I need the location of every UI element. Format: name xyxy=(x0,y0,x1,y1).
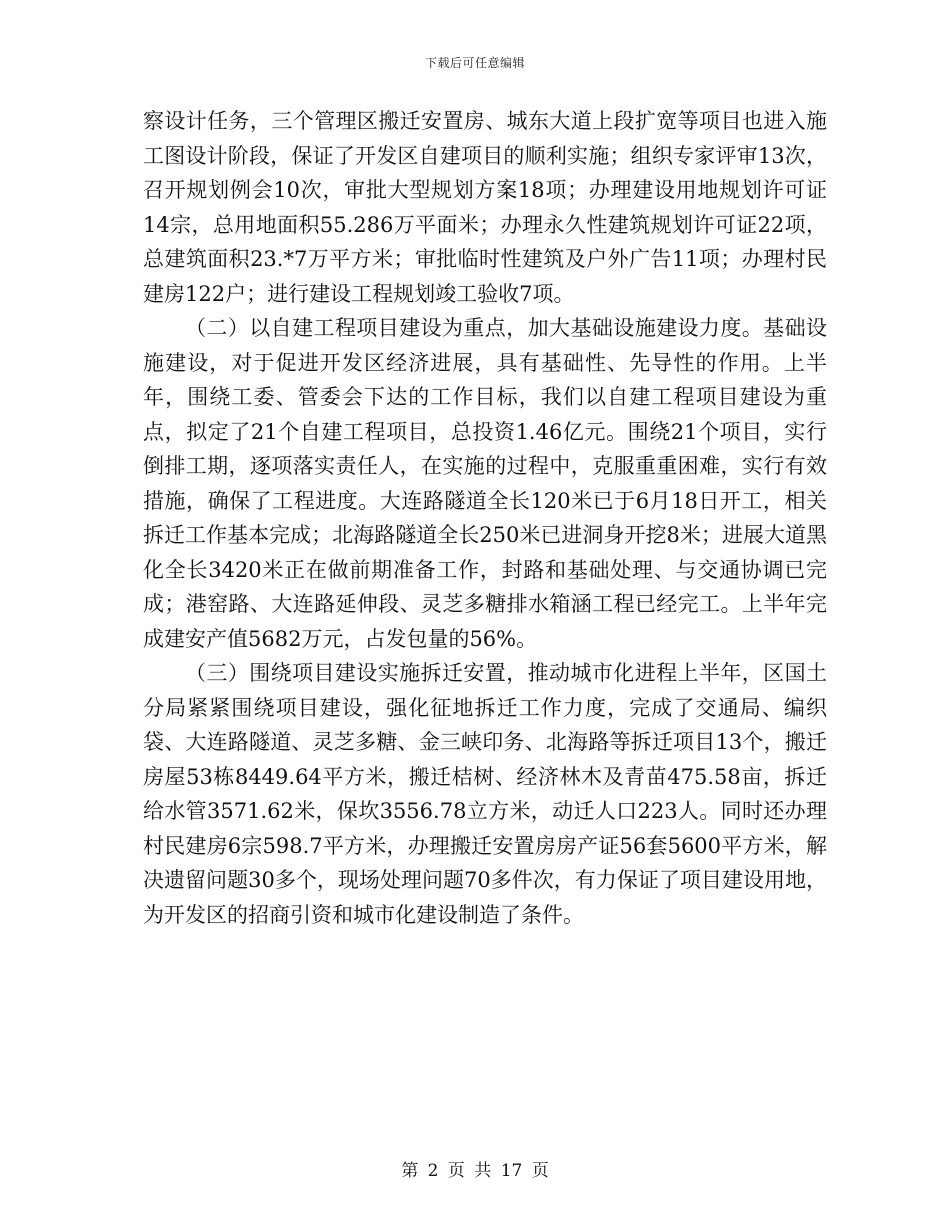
paragraph-continued: 察设计任务，三个管理区搬迁安置房、城东大道上段扩宽等项目也进入施工图设计阶段，保证了开发区自建项目的顺利实施；组织专家评审13次，召开规划例会10次，审批大型规划方案18项；办理建设用地规划许可证14宗，总用地面积55.286万平面米；办理永久性建筑规划许可证22项，总建筑面积23.*7万平方米；审批临时性建筑及户外广告11项；办理村民建房122户；进行建设工程规划竣工验收7项。 xyxy=(143,109,827,306)
paragraph-relocation: （三）围绕项目建设实施拆迁安置，推动城市化进程上半年，区国土分局紧紧围绕项目建设，强化征地拆迁工作力度，完成了交通局、编织袋、大连路隧道、灵芝多糖、金三峡印务、北海路等拆迁项目13个，搬迁房屋53栋8449.64平方米，搬迁桔树、经济林木及青苗475.58亩，拆迁给水管3571.62米，保坎3556.78立方米，动迁人口223人。同时还办理村民建房6宗598.7平方米，办理搬迁安置房房产证56套5600平方米，解决遗留问题30多个，现场处理问题70多件次，有力保证了项目建设用地，为开发区的招商引资和城市化建设制造了条件。 xyxy=(143,661,827,927)
document-body xyxy=(143,104,827,932)
page-number-footer: 第 2 页 共 17 页 xyxy=(401,1161,549,1181)
paragraph-infrastructure: （二）以自建工程项目建设为重点，加大基础设施建设力度。基础设施建设，对于促进开发区经济进展，具有基础性、先导性的作用。上半年，围绕工委、管委会下达的工作目标，我们以自建工程项目建设为重点，拟定了21个自建工程项目，总投资1.46亿元。围绕21个项目，实行倒排工期，逐项落实责任人，在实施的过程中，克服重重困难，实行有效措施，确保了工程进度。大连路隧道全长120米已于6月18日开工，相关拆迁工作基本完成；北海路隧道全长250米已进洞身开挖8米；进展大道黑化全长3420米正在做前期准备工作，封路和基础处理、与交通协调已完成；港窑路、大连路延伸段、灵芝多糖排水箱涵工程已经完工。上半年完成建安产值5682万元，占发包量的56%。 xyxy=(143,316,827,651)
page-header: 下载后可任意编辑 xyxy=(424,56,525,70)
